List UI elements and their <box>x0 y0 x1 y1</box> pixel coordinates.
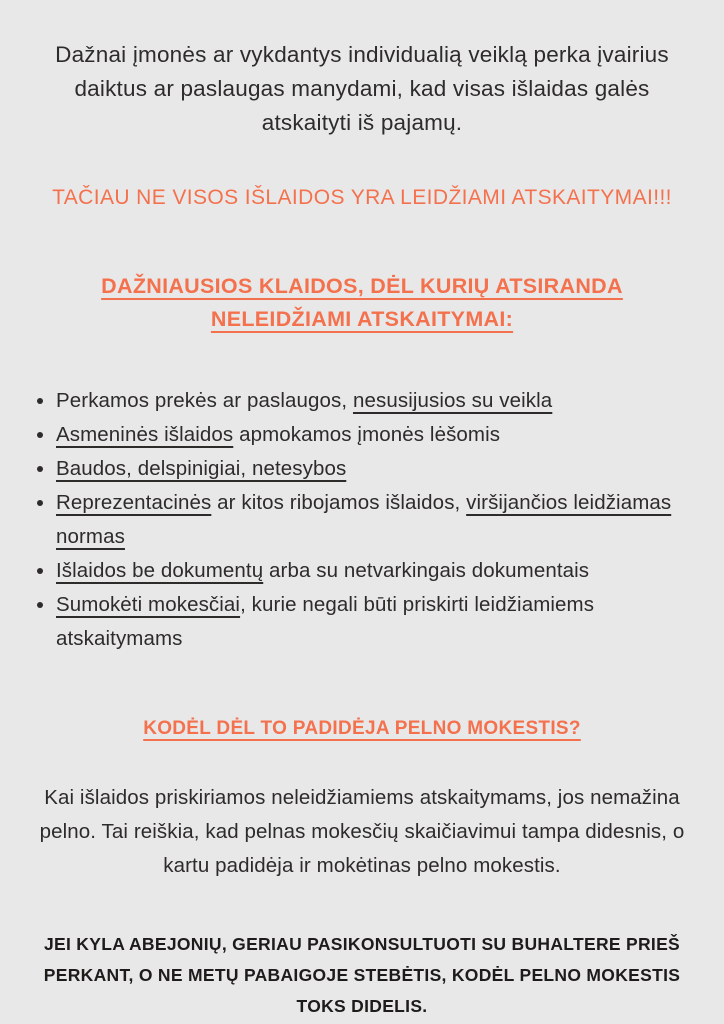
bullet-dot-icon <box>37 568 43 574</box>
why-paragraph: Kai išlaidos priskiriamos neleidžiamiems atskaitymams, jos nemažina pelno. Tai reiškia, kad pelnas mokesčių skaičiavimui tampa didesnis, o kartu padidėja ir mokėtinas pelno mokestis. <box>39 786 685 877</box>
bullet-text: ar kitos ribojamos išlaidos, <box>211 491 467 514</box>
mistakes-list <box>36 384 682 656</box>
list-item <box>36 554 682 588</box>
underlined-phrase: Sumokėti mokesčiai <box>56 593 241 616</box>
list-item <box>36 588 682 656</box>
bullet-text: apmokamos įmonės lėšomis <box>233 423 501 446</box>
list-item <box>36 452 682 486</box>
list-item <box>36 418 682 452</box>
bullet-dot-icon <box>37 398 43 404</box>
list-item <box>36 384 682 418</box>
underlined-phrase: Asmeninės išlaidos <box>56 423 234 446</box>
intro-paragraph: Dažnai įmonės ar vykdantys individualią veiklą perka įvairius daiktus ar paslaugas manydami, kad visas išlaidas galės atskaityti iš pajamų. <box>55 42 669 135</box>
why-heading: KODĖL DĖL TO PADIDĖJA PELNO MOKESTIS? <box>143 718 581 739</box>
bullet-dot-icon <box>37 466 43 472</box>
list-item <box>36 486 682 554</box>
underlined-phrase: Reprezentacinės <box>56 491 212 514</box>
warning-text: TAČIAU NE VISOS IŠLAIDOS YRA LEIDŽIAMI ATSKAITYMAI!!! <box>52 186 672 209</box>
bullet-dot-icon <box>37 432 43 438</box>
bullet-dot-icon <box>37 602 43 608</box>
underlined-phrase: Baudos, delspinigiai, netesybos <box>56 457 347 480</box>
advice-note: JEI KYLA ABEJONIŲ, GERIAU PASIKONSULTUOTI SU BUHALTERE PRIEŠ PERKANT, O NE METŲ PABAIGOJE STEBĖTIS, KODĖL PELNO MOKESTIS TOKS DIDELIS. <box>43 934 681 1016</box>
mistakes-heading: DAŽNIAUSIOS KLAIDOS, DĖL KURIŲ ATSIRANDA NELEIDŽIAMI ATSKAITYMAI: <box>101 274 623 331</box>
bullet-text: Perkamos prekės ar paslaugos, <box>56 389 353 412</box>
underlined-phrase: viršijančios leidžiamas normas <box>56 491 672 548</box>
underlined-phrase: Išlaidos be dokumentų <box>56 559 264 582</box>
bullet-text: , kurie negali būti priskirti leidžiamiems atskaitymams <box>56 593 595 650</box>
bullet-dot-icon <box>37 500 43 506</box>
bullet-text: arba su netvarkingais dokumentais <box>263 559 590 582</box>
underlined-phrase: nesusijusios su veikla <box>352 389 553 412</box>
